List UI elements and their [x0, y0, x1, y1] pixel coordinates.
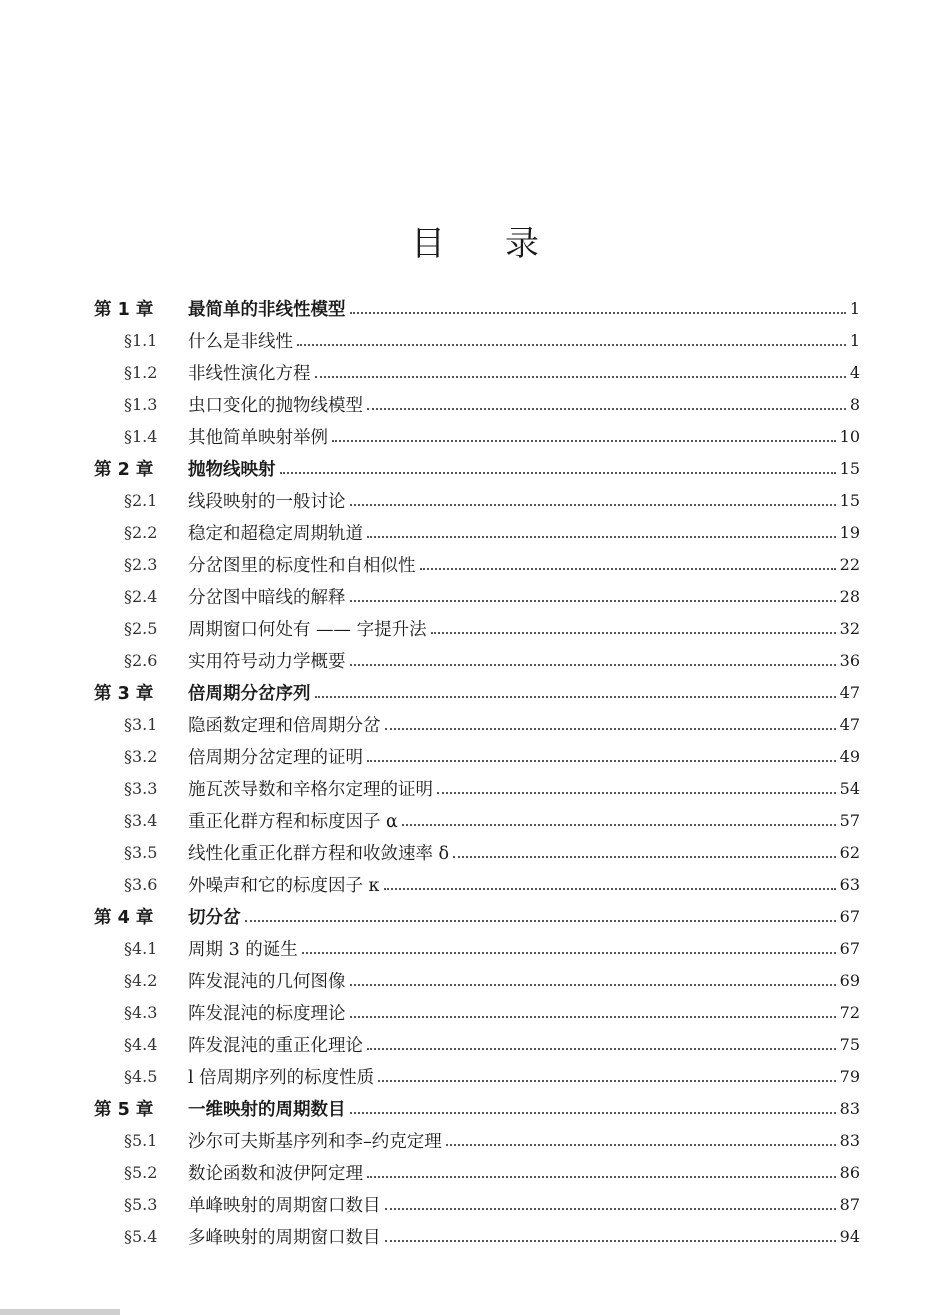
toc-entry-title: 稳定和超稳定周期轨道 — [188, 523, 363, 544]
toc-entry-number: §3.3 — [124, 778, 158, 798]
toc-entry-number: 第 2 章 — [94, 459, 154, 480]
toc-section-row[interactable] — [94, 1220, 860, 1252]
toc-entry-title: 重正化群方程和标度因子 α — [188, 811, 398, 832]
toc-page-number: 22 — [839, 554, 860, 574]
toc-page-number: 10 — [839, 426, 860, 446]
page-title-char-2: 录 — [505, 224, 539, 264]
toc-page-number: 63 — [839, 874, 860, 894]
toc-section-row[interactable] — [94, 1124, 860, 1156]
toc-chapter-row[interactable] — [94, 676, 860, 708]
toc-entry-number: §1.3 — [124, 394, 158, 414]
toc-page-number: 86 — [839, 1162, 860, 1182]
toc-entry-title: 线性化重正化群方程和收敛速率 δ — [188, 843, 450, 864]
toc-entry-title: 分岔图中暗线的解释 — [188, 587, 346, 608]
toc-section-row[interactable] — [94, 804, 860, 836]
toc-entry-number: §3.2 — [124, 746, 158, 766]
toc-leader-dots — [367, 1047, 836, 1050]
toc-leader-dots — [350, 1111, 836, 1114]
toc-entry-number: §3.1 — [124, 714, 158, 734]
toc-section-row[interactable] — [94, 516, 860, 548]
toc-page-number: 69 — [839, 970, 860, 990]
toc-page-number: 15 — [839, 490, 860, 510]
toc-leader-dots — [367, 407, 846, 410]
toc-entry-title: 周期窗口何处有 —— 字提升法 — [188, 619, 427, 640]
toc-leader-dots — [402, 823, 836, 826]
toc-entry-title: 周期 3 的诞生 — [188, 939, 298, 960]
toc-section-row[interactable] — [94, 644, 860, 676]
toc-leader-dots — [350, 503, 836, 506]
toc-entry-number: §1.1 — [124, 330, 158, 350]
toc-section-row[interactable] — [94, 836, 860, 868]
toc-leader-dots — [315, 375, 846, 378]
toc-leader-dots — [245, 919, 836, 922]
toc-entry-title: 非线性演化方程 — [188, 363, 311, 384]
toc-page-number: 4 — [849, 362, 860, 382]
toc-entry-number: §2.3 — [124, 554, 158, 574]
toc-section-row[interactable] — [94, 708, 860, 740]
toc-section-row[interactable] — [94, 932, 860, 964]
toc-entry-number: §4.5 — [124, 1066, 158, 1086]
toc-entry-number: §3.6 — [124, 874, 158, 894]
toc-entry-number: §5.4 — [124, 1226, 158, 1246]
toc-page-number: 54 — [839, 778, 860, 798]
toc-page-number: 75 — [839, 1034, 860, 1054]
toc-entry-title: 线段映射的一般讨论 — [188, 491, 346, 512]
toc-entry-title: 切分岔 — [188, 907, 241, 928]
toc-entry-number: §3.4 — [124, 810, 158, 830]
toc-leader-dots — [350, 1015, 836, 1018]
toc-entry-title: 实用符号动力学概要 — [188, 651, 346, 672]
toc-leader-dots — [350, 983, 836, 986]
toc-leader-dots — [385, 727, 836, 730]
toc-page-number: 67 — [839, 906, 860, 926]
toc-leader-dots — [437, 791, 836, 794]
toc-entry-title: 沙尔可夫斯基序列和李–约克定理 — [188, 1131, 442, 1152]
toc-entry-title: l 倍周期序列的标度性质 — [188, 1067, 375, 1088]
toc-entry-title: 阵发混沌的标度理论 — [188, 1003, 346, 1024]
toc-page-number: 67 — [839, 938, 860, 958]
toc-leader-dots — [350, 663, 836, 666]
toc-section-row[interactable] — [94, 484, 860, 516]
toc-entry-number: §1.4 — [124, 426, 158, 446]
page-title-char-1: 目 — [411, 224, 445, 264]
toc-entry-title: 倍周期分岔定理的证明 — [188, 747, 363, 768]
toc-leader-dots — [280, 471, 836, 474]
toc-leader-dots — [453, 855, 836, 858]
toc-entry-title: 抛物线映射 — [188, 459, 276, 480]
toc-page-number: 72 — [839, 1002, 860, 1022]
toc-leader-dots — [350, 599, 836, 602]
toc-entry-title: 隐函数定理和倍周期分岔 — [188, 715, 381, 736]
toc-entry-number: §2.2 — [124, 522, 158, 542]
toc-section-row[interactable] — [94, 324, 860, 356]
toc-entry-number: §4.1 — [124, 938, 158, 958]
toc-section-row[interactable] — [94, 964, 860, 996]
scan-edge-strip — [0, 1309, 120, 1315]
toc-section-row[interactable] — [94, 740, 860, 772]
toc-entry-number: §2.5 — [124, 618, 158, 638]
toc-entry-title: 分岔图里的标度性和自相似性 — [188, 555, 416, 576]
toc-entry-number: §5.3 — [124, 1194, 158, 1214]
toc-entry-number: 第 4 章 — [94, 907, 154, 928]
toc-section-row[interactable] — [94, 580, 860, 612]
toc-leader-dots — [367, 759, 836, 762]
toc-entry-number: §3.5 — [124, 842, 158, 862]
toc-section-row[interactable] — [94, 420, 860, 452]
toc-page-number: 94 — [839, 1226, 860, 1246]
toc-page-number: 19 — [839, 522, 860, 542]
toc-page-number: 83 — [839, 1130, 860, 1150]
toc-section-row[interactable] — [94, 1156, 860, 1188]
page-title — [0, 216, 950, 265]
toc-leader-dots — [367, 535, 836, 538]
toc-entry-title: 倍周期分岔序列 — [188, 683, 311, 704]
toc-entry-title: 阵发混沌的几何图像 — [188, 971, 346, 992]
toc-leader-dots — [431, 631, 836, 634]
toc-entry-number: §5.2 — [124, 1162, 158, 1182]
toc-section-row[interactable] — [94, 1060, 860, 1092]
toc-leader-dots — [420, 567, 836, 570]
toc-page-number: 28 — [839, 586, 860, 606]
toc-entry-number: §4.3 — [124, 1002, 158, 1022]
toc-leader-dots — [332, 439, 836, 442]
toc-entry-number: §4.2 — [124, 970, 158, 990]
toc-chapter-row[interactable] — [94, 1092, 860, 1124]
toc-chapter-row[interactable] — [94, 292, 860, 324]
toc-leader-dots — [378, 1079, 835, 1082]
toc-leader-dots — [384, 887, 836, 890]
toc-chapter-row[interactable] — [94, 452, 860, 484]
toc-page-number: 62 — [839, 842, 860, 862]
toc-page-number: 15 — [839, 458, 860, 478]
toc-leader-dots — [367, 1175, 836, 1178]
toc-section-row[interactable] — [94, 388, 860, 420]
toc-leader-dots — [350, 311, 846, 314]
toc-entry-number: §2.1 — [124, 490, 158, 510]
toc-leader-dots — [315, 695, 836, 698]
toc-leader-dots — [297, 343, 846, 346]
toc-page-number: 8 — [849, 394, 860, 414]
toc-entry-title: 单峰映射的周期窗口数目 — [188, 1195, 381, 1216]
toc-entry-number: §5.1 — [124, 1130, 158, 1150]
toc-entry-number: §1.2 — [124, 362, 158, 382]
toc-entry-number: §2.4 — [124, 586, 158, 606]
toc-entry-title: 其他简单映射举例 — [188, 427, 328, 448]
table-of-contents — [94, 292, 860, 1252]
toc-entry-title: 多峰映射的周期窗口数目 — [188, 1227, 381, 1248]
toc-entry-title: 最简单的非线性模型 — [188, 299, 346, 320]
toc-entry-title: 什么是非线性 — [188, 331, 293, 352]
toc-entry-title: 阵发混沌的重正化理论 — [188, 1035, 363, 1056]
toc-entry-title: 外噪声和它的标度因子 κ — [188, 875, 380, 896]
toc-page-number: 47 — [839, 682, 860, 702]
toc-page-number: 47 — [839, 714, 860, 734]
toc-section-row[interactable] — [94, 868, 860, 900]
toc-leader-dots — [446, 1143, 836, 1146]
toc-page-number: 1 — [849, 330, 860, 350]
toc-page-number: 57 — [839, 810, 860, 830]
toc-entry-number: 第 1 章 — [94, 299, 154, 320]
toc-entry-title: 虫口变化的抛物线模型 — [188, 395, 363, 416]
toc-entry-title: 施瓦茨导数和辛格尔定理的证明 — [188, 779, 433, 800]
toc-page-number: 79 — [839, 1066, 860, 1086]
toc-entry-number: 第 3 章 — [94, 683, 154, 704]
toc-page-number: 83 — [839, 1098, 860, 1118]
toc-page-number: 49 — [839, 746, 860, 766]
toc-entry-number: §4.4 — [124, 1034, 158, 1054]
toc-section-row[interactable] — [94, 772, 860, 804]
toc-section-row[interactable] — [94, 1188, 860, 1220]
toc-page-number: 1 — [849, 298, 860, 318]
toc-page-number: 36 — [839, 650, 860, 670]
toc-page-number: 87 — [839, 1194, 860, 1214]
toc-entry-number: §2.6 — [124, 650, 158, 670]
toc-leader-dots — [302, 951, 836, 954]
toc-chapter-row[interactable] — [94, 900, 860, 932]
toc-leader-dots — [385, 1207, 836, 1210]
toc-page-number: 32 — [839, 618, 860, 638]
toc-section-row[interactable] — [94, 996, 860, 1028]
toc-section-row[interactable] — [94, 612, 860, 644]
toc-section-row[interactable] — [94, 548, 860, 580]
toc-entry-title: 一维映射的周期数目 — [188, 1099, 346, 1120]
toc-entry-title: 数论函数和波伊阿定理 — [188, 1163, 363, 1184]
toc-section-row[interactable] — [94, 1028, 860, 1060]
toc-entry-number: 第 5 章 — [94, 1099, 154, 1120]
toc-section-row[interactable] — [94, 356, 860, 388]
toc-leader-dots — [385, 1239, 836, 1242]
